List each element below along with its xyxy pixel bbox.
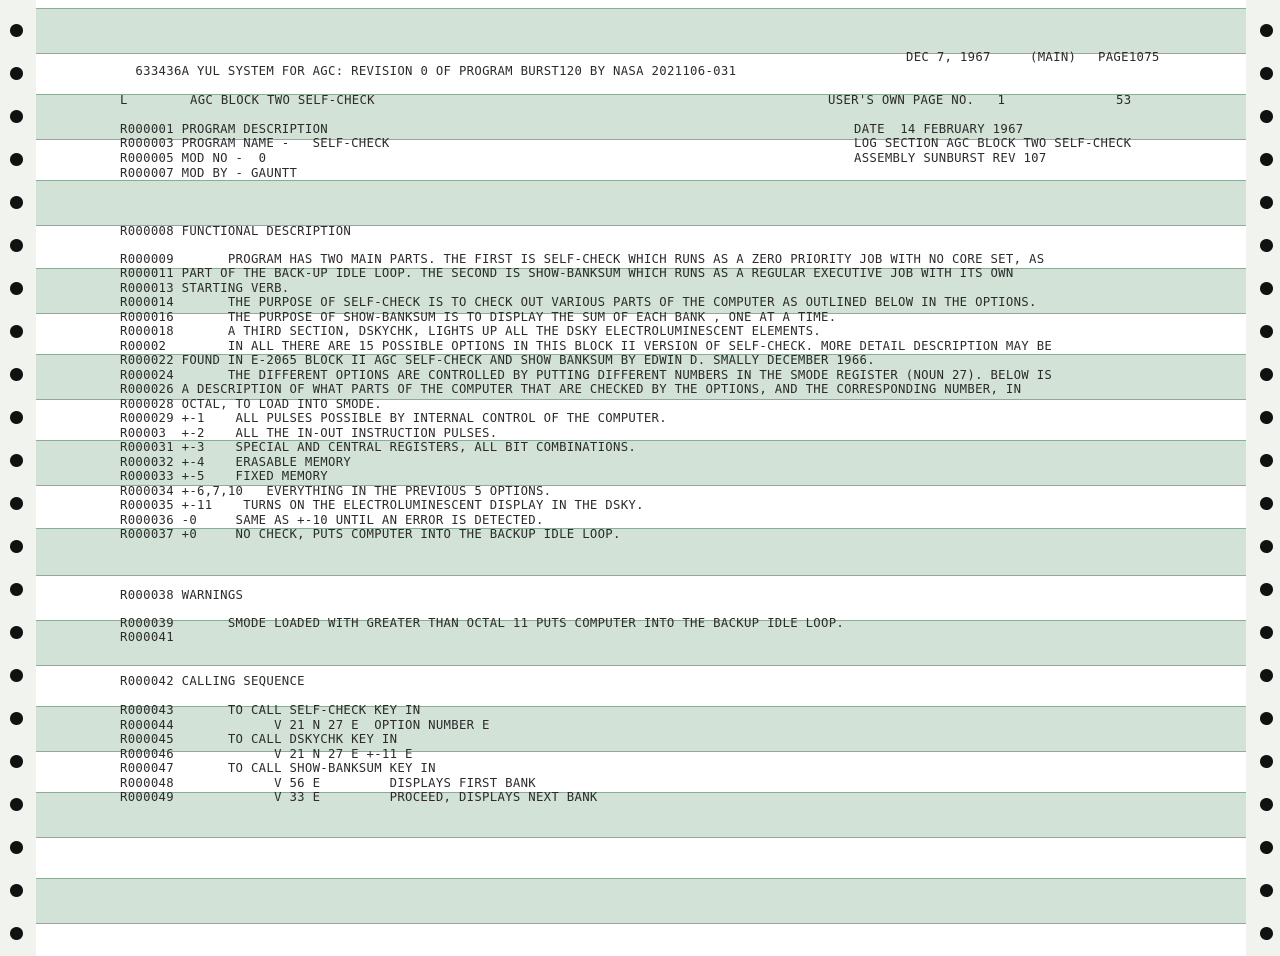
listing-line: R000016 THE PURPOSE OF SHOW-BANKSUM IS TO DISPLAY THE SUM OF EACH BANK , ONE AT A TIME. xyxy=(120,310,837,324)
sprocket-hole xyxy=(10,454,23,467)
meta-assembly: ASSEMBLY SUNBURST REV 107 xyxy=(854,151,1047,165)
option-line: R000037 +0 NO CHECK, PUTS COMPUTER INTO THE BACKUP IDLE LOOP. xyxy=(120,527,621,541)
option-line: R000034 +-6,7,10 EVERYTHING IN THE PREVIOUS 5 OPTIONS. xyxy=(120,484,552,498)
sprocket-hole xyxy=(10,583,23,596)
sprocket-hole xyxy=(1260,884,1273,897)
sprocket-hole xyxy=(1260,454,1273,467)
header-program-line xyxy=(120,50,737,78)
sprocket-hole xyxy=(10,712,23,725)
sprocket-hole xyxy=(10,239,23,252)
sprocket-hole xyxy=(10,755,23,768)
sprocket-hole xyxy=(10,798,23,811)
sprocket-hole xyxy=(1260,110,1273,123)
sprocket-hole xyxy=(10,196,23,209)
listing-line: R000039 SMODE LOADED WITH GREATER THAN OCTAL 11 PUTS COMPUTER INTO THE BACKUP IDLE LOOP. xyxy=(120,616,845,630)
listing-line: R000022 FOUND IN E-2065 BLOCK II AGC SELF-CHECK AND SHOW BANKSUM BY EDWIN D. SMALLY DECEMBER 1966. xyxy=(120,353,875,367)
sprocket-hole xyxy=(1260,669,1273,682)
listing-line: R000048 V 56 E DISPLAYS FIRST BANK xyxy=(120,776,536,790)
sprocket-hole xyxy=(1260,497,1273,510)
sprocket-hole xyxy=(10,282,23,295)
meta-date: DATE 14 FEBRUARY 1967 xyxy=(854,122,1024,136)
sprocket-hole xyxy=(10,626,23,639)
listing-line: R000009 PROGRAM HAS TWO MAIN PARTS. THE FIRST IS SELF-CHECK WHICH RUNS AS A ZERO PRIORITY JOB WITH NO CORE SET, AS xyxy=(120,252,1045,266)
sprocket-hole xyxy=(1260,196,1273,209)
listing-line: R000018 A THIRD SECTION, DSKYCHK, LIGHTS UP ALL THE DSKY ELECTROLUMINESCENT ELEMENTS. xyxy=(120,324,822,338)
sprocket-hole xyxy=(1260,712,1273,725)
meta-line: R000005 MOD NO - 0 xyxy=(120,151,267,165)
sprocket-hole xyxy=(1260,583,1273,596)
option-line: R000029 +-1 ALL PULSES POSSIBLE BY INTERNAL CONTROL OF THE COMPUTER. xyxy=(120,411,667,425)
listing-line: R000046 V 21 N 27 E +-11 E xyxy=(120,747,413,761)
header-page: PAGE1075 xyxy=(1098,50,1160,64)
listing-line: R000024 THE DIFFERENT OPTIONS ARE CONTROLLED BY PUTTING DIFFERENT NUMBERS IN THE SMODE REGISTER (NOUN 27). BELOW IS xyxy=(120,368,1053,382)
sprocket-hole xyxy=(10,24,23,37)
listing-line: R000028 OCTAL, TO LOAD INTO SMODE. xyxy=(120,397,382,411)
sprocket-hole xyxy=(10,884,23,897)
option-line: R000031 +-3 SPECIAL AND CENTRAL REGISTERS, ALL BIT COMBINATIONS. xyxy=(120,440,637,454)
sprocket-hole xyxy=(1260,67,1273,80)
sprocket-hole xyxy=(1260,282,1273,295)
sprocket-hole xyxy=(10,411,23,424)
left-tractor-feed xyxy=(0,0,36,956)
section-heading-warnings: R000038 WARNINGS xyxy=(120,588,244,602)
option-line: R000035 +-11 TURNS ON THE ELECTROLUMINESCENT DISPLAY IN THE DSKY. xyxy=(120,498,644,512)
meta-log-section: LOG SECTION AGC BLOCK TWO SELF-CHECK xyxy=(854,136,1132,150)
sprocket-hole xyxy=(10,325,23,338)
option-line: R000036 -0 SAME AS +-10 UNTIL AN ERROR IS DETECTED. xyxy=(120,513,544,527)
meta-line: R000007 MOD BY - GAUNTT xyxy=(120,166,298,180)
listing-line: R00002 IN ALL THERE ARE 15 POSSIBLE OPTIONS IN THIS BLOCK II VERSION OF SELF-CHECK. MORE DETAIL DESCRIPTION MAY BE xyxy=(120,339,1053,353)
option-line: R000033 +-5 FIXED MEMORY xyxy=(120,469,328,483)
sprocket-hole xyxy=(10,927,23,940)
sprocket-hole xyxy=(1260,626,1273,639)
sprocket-hole xyxy=(1260,798,1273,811)
sprocket-hole xyxy=(10,841,23,854)
sprocket-hole xyxy=(10,540,23,553)
sprocket-hole xyxy=(1260,411,1273,424)
sprocket-hole xyxy=(10,110,23,123)
sprocket-hole xyxy=(1260,927,1273,940)
log-title: AGC BLOCK TWO SELF-CHECK xyxy=(190,93,375,107)
option-line: R00003 +-2 ALL THE IN-OUT INSTRUCTION PULSES. xyxy=(120,426,498,440)
listing-line: R000014 THE PURPOSE OF SELF-CHECK IS TO CHECK OUT VARIOUS PARTS OF THE COMPUTER AS OUTLINED BELOW IN THE OPTIONS. xyxy=(120,295,1037,309)
right-tractor-feed xyxy=(1246,0,1280,956)
listing-line: R000044 V 21 N 27 E OPTION NUMBER E xyxy=(120,718,490,732)
header-date: DEC 7, 1967 xyxy=(906,50,991,64)
section-heading-functional: R000008 FUNCTIONAL DESCRIPTION xyxy=(120,224,352,238)
listing-line: R000011 PART OF THE BACK-UP IDLE LOOP. THE SECOND IS SHOW-BANKSUM WHICH RUNS AS A REGULAR EXECUTIVE JOB WITH ITS OWN xyxy=(120,266,1014,280)
sprocket-hole xyxy=(10,497,23,510)
greenbar-band xyxy=(36,8,1246,54)
meta-line: R000001 PROGRAM DESCRIPTION xyxy=(120,122,328,136)
title-code: L xyxy=(120,93,128,107)
sprocket-hole xyxy=(10,368,23,381)
listing-line: R000045 TO CALL DSKYCHK KEY IN xyxy=(120,732,398,746)
sprocket-hole xyxy=(1260,325,1273,338)
sprocket-hole xyxy=(1260,24,1273,37)
greenbar-band xyxy=(36,180,1246,226)
sprocket-hole xyxy=(10,669,23,682)
sprocket-hole xyxy=(1260,368,1273,381)
header-title: 633436A YUL SYSTEM FOR AGC: REVISION 0 OF PROGRAM BURST120 BY NASA 2021106-031 xyxy=(135,64,737,78)
listing-line: R000026 A DESCRIPTION OF WHAT PARTS OF THE COMPUTER THAT ARE CHECKED BY THE OPTIONS, AND THE CORRESPONDING NUMBER, IN xyxy=(120,382,1022,396)
user-page-number: USER'S OWN PAGE NO. 1 xyxy=(828,93,1006,107)
greenbar-band xyxy=(36,878,1246,924)
sprocket-hole xyxy=(1260,153,1273,166)
sprocket-hole xyxy=(10,67,23,80)
sprocket-hole xyxy=(1260,755,1273,768)
sprocket-hole xyxy=(10,153,23,166)
header-main: (MAIN) xyxy=(1030,50,1077,64)
sprocket-hole xyxy=(1260,540,1273,553)
option-line: R000032 +-4 ERASABLE MEMORY xyxy=(120,455,352,469)
listing-line: R000047 TO CALL SHOW-BANKSUM KEY IN xyxy=(120,761,436,775)
listing-line: R000049 V 33 E PROCEED, DISPLAYS NEXT BANK xyxy=(120,790,598,804)
meta-line: R000003 PROGRAM NAME - SELF-CHECK xyxy=(120,136,390,150)
listing-line: R000041 xyxy=(120,630,174,644)
listing-line: R000043 TO CALL SELF-CHECK KEY IN xyxy=(120,703,421,717)
sprocket-hole xyxy=(1260,239,1273,252)
listing-line: R000013 STARTING VERB. xyxy=(120,281,290,295)
sprocket-hole xyxy=(1260,841,1273,854)
section-heading-calling: R000042 CALLING SEQUENCE xyxy=(120,674,305,688)
card-number: 53 xyxy=(1116,93,1132,107)
